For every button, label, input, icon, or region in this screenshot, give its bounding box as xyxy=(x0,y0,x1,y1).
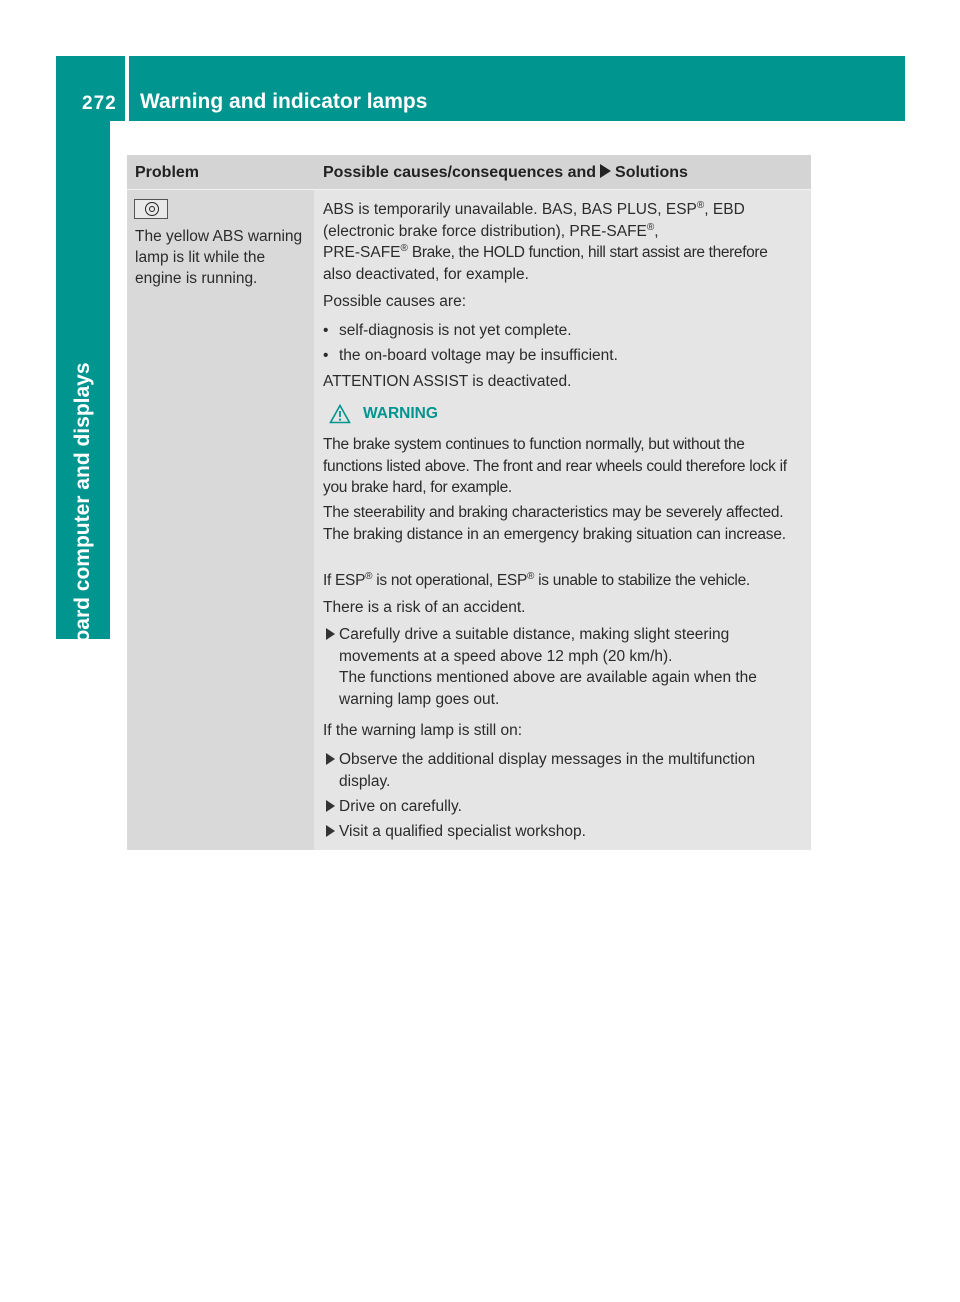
warning-paragraph-4: There is a risk of an accident. xyxy=(323,599,526,616)
step-text: Carefully drive a suitable distance, making slight steering movements at a speed above 12 mph (20 km/h). xyxy=(339,626,730,665)
column-header-causes xyxy=(323,164,688,182)
text-fragment: , EBD xyxy=(704,201,745,218)
step-text: Observe the additional display messages in the multifunction display. xyxy=(339,751,756,790)
step-arrow-icon xyxy=(326,800,335,812)
text-fragment: (electronic brake force distribution), PRE-SAFE xyxy=(323,222,647,240)
registered-mark: ® xyxy=(400,242,408,254)
header-separator xyxy=(125,56,129,121)
list-item-text: the on-board voltage may be insufficient. xyxy=(339,347,618,364)
warning-paragraph-2: The steerability and braking characteristics may be severely affected. The braking distance in an emergency braking situation can increase. xyxy=(323,504,786,543)
warning-paragraph-1: The brake system continues to function normally, but without the functions listed above. The front and rear wheels could therefore lock if you brake hard, for example. xyxy=(323,436,787,496)
warning-label: WARNING xyxy=(363,405,438,422)
column-header-causes-text: Possible causes/consequences and xyxy=(323,164,597,181)
side-tab-label: On-board computer and displays xyxy=(71,362,94,692)
step-arrow-icon xyxy=(326,628,335,640)
if-still-on-text: If the warning lamp is still on: xyxy=(323,722,523,739)
registered-mark: ® xyxy=(365,570,373,582)
step-text: Visit a qualified specialist workshop. xyxy=(339,823,586,840)
registered-mark: ® xyxy=(696,199,705,211)
side-tab xyxy=(56,121,110,692)
column-header-solutions-text: Solutions xyxy=(615,164,688,181)
list-item-text: self-diagnosis is not yet complete. xyxy=(339,322,572,339)
step-text: Drive on carefully. xyxy=(339,798,462,815)
step-arrow-icon xyxy=(326,753,335,765)
text-fragment: Brake, the HOLD function, hill start assist are therefore xyxy=(407,244,768,261)
abs-unavailable-paragraph xyxy=(323,199,805,285)
text-fragment: PRE-SAFE xyxy=(323,244,401,261)
text-fragment: is not operational, ESP xyxy=(372,572,528,589)
attention-assist-text: ATTENTION ASSIST is deactivated. xyxy=(323,373,572,390)
warning-lamp-table xyxy=(127,155,811,850)
step-note: The functions mentioned above are available again when the warning lamp goes out. xyxy=(339,669,757,708)
page-number: 272 xyxy=(82,93,117,114)
text-fragment: also deactivated, for example. xyxy=(323,265,529,283)
side-tab-label-box xyxy=(58,347,108,707)
registered-mark: ® xyxy=(527,570,535,582)
possible-causes-label: Possible causes are: xyxy=(323,293,467,310)
column-header-problem: Problem xyxy=(135,164,200,181)
text-fragment: ABS is temporarily unavailable. BAS, BAS PLUS, ESP xyxy=(323,201,697,218)
problem-cell xyxy=(127,190,314,850)
registered-mark: ® xyxy=(646,221,655,233)
warning-paragraph-3 xyxy=(323,570,805,592)
text-fragment: , xyxy=(654,222,659,240)
list-item: • xyxy=(323,347,329,364)
play-arrow-icon xyxy=(600,164,611,178)
text-fragment: If ESP xyxy=(323,572,366,589)
warning-triangle-icon xyxy=(329,404,351,424)
page-title: Warning and indicator lamps xyxy=(140,90,428,113)
abs-warning-icon xyxy=(134,199,168,219)
text-fragment: is unable to stabilize the vehicle. xyxy=(534,572,750,589)
step-arrow-icon xyxy=(326,825,335,837)
problem-text: The yellow ABS warning lamp is lit while the engine is running. xyxy=(135,228,303,287)
table-header xyxy=(127,155,811,190)
list-item: • xyxy=(323,322,329,339)
